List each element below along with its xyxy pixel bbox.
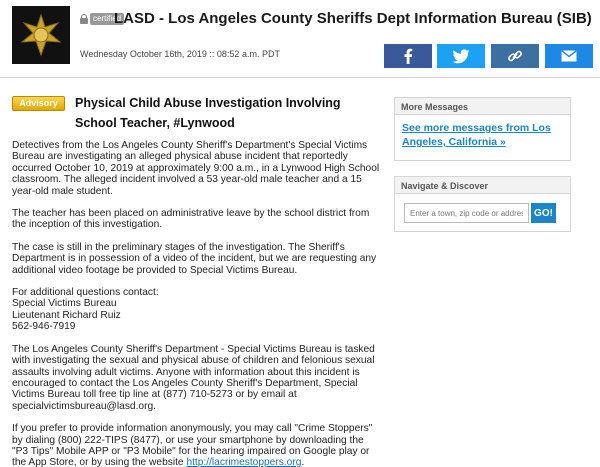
location-search <box>404 203 556 223</box>
more-messages-panel <box>394 97 571 161</box>
facebook-icon <box>403 48 413 64</box>
agency-title[interactable]: LASD - Los Angeles County Sheriffs Dept Information Bureau (SIB) <box>114 10 592 27</box>
article-body <box>12 140 380 467</box>
contact-line: For additional questions contact: <box>12 287 159 299</box>
anonymous-end: . <box>301 457 305 467</box>
contact-line: Lieutenant Richard Ruiz <box>12 309 121 321</box>
sheriff-star-logo[interactable] <box>12 6 70 64</box>
contact-line: 562-946-7919 <box>12 321 76 333</box>
more-messages-heading: More Messages <box>395 98 570 115</box>
facebook-share-button[interactable] <box>384 44 432 68</box>
sheriff-star-icon <box>18 12 64 58</box>
email-share-button[interactable] <box>545 44 593 68</box>
certified-badge: certified <box>90 13 124 25</box>
article-paragraph-anonymous <box>12 423 380 467</box>
navigate-discover-panel <box>394 176 571 232</box>
envelope-icon <box>561 50 577 62</box>
lock-icon <box>80 14 88 24</box>
link-icon <box>507 48 523 64</box>
article-headline: Physical Child Abuse Investigation Involving School Teacher, #Lynwood <box>75 96 341 130</box>
anonymous-text: If you prefer to provide information anonymously, you may call "Crime Stoppers" by dialing (800) 222-TIPS (8477), or use your smartphone by downloading the "P3 Tips" Mobile APP or "P3 Mobile" for the hearing impaired on Google play or the App Store, or by using the website <box>12 423 373 467</box>
page-header <box>0 0 600 78</box>
twitter-share-button[interactable] <box>437 44 485 68</box>
location-search-input[interactable] <box>404 203 529 223</box>
more-messages-link[interactable]: See more messages from Los Angeles, California » <box>402 122 551 148</box>
article-paragraph: The Los Angeles County Sheriff's Department - Special Victims Bureau is tasked with investigating the sexual and physical abuse of children and felonious sexual assaults involving adult victims. Anyone with information about this incident is encouraged to contact the Los Angeles County Sheriff's Department, Special Victims Bureau toll free tip line at (877) 710-5273 or by email at specialvictimsbureau@lasd.org. <box>12 343 375 412</box>
article-paragraph: The case is still in the preliminary stages of the investigation. The Sheriff's Department is in possession of a video of the incident, but we are requesting any additional video footage be provided to Special Victims Bureau. <box>12 241 377 276</box>
contact-block <box>12 287 380 333</box>
go-button[interactable]: GO! <box>531 203 556 223</box>
article-paragraph: The teacher has been placed on administrative leave by the school district from the inception of this investigation. <box>12 208 370 231</box>
twitter-icon <box>452 49 470 64</box>
crimestoppers-link[interactable]: http://lacrimestoppers.org <box>186 457 302 467</box>
advisory-badge: Advisory <box>12 96 65 111</box>
navigate-heading: Navigate & Discover <box>395 177 570 194</box>
post-dateline: Wednesday October 16th, 2019 :: 08:52 a.m. PDT <box>80 49 280 59</box>
copy-link-button[interactable] <box>491 44 539 68</box>
contact-line: Special Victims Bureau <box>12 298 117 310</box>
article-paragraph: Detectives from the Los Angeles County Sheriff's Department's Special Victims Bureau are investigating an alleged physical abuse incident that reportedly occurred October 10, 2019 at approximately 9:00 a.m., in a Lynwood High School classroom. The alleged incident involved a 53 year-old male teacher and a 15 year-old male student. <box>12 140 380 197</box>
